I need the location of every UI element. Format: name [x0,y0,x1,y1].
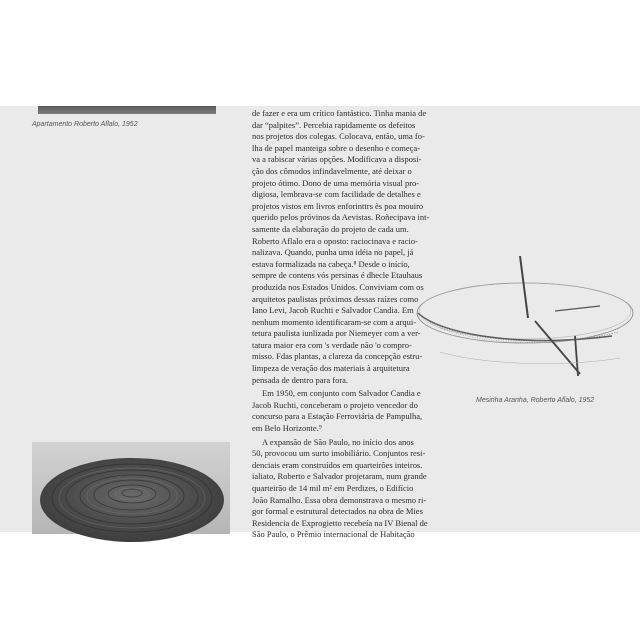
body-text-line: Em 1950, em conjunto com Salvador Candia e [262,388,421,399]
body-text-line: dar “palpites”. Percebia rapidamente os defeitos [252,119,416,130]
body-text-line: de fazer e era um crítico fantástico. Tinha mania de [252,108,427,118]
body-text-line: nos projetos dos colegas. Colocava, então, uma fo- [252,131,425,142]
body-text-line: limpeza de veração dos materiais à arquitetura [252,363,410,374]
body-text-line: ção dos cômodos infindavelmente, até deixar o [252,165,412,176]
body-text-line: Jacob Ruchti, conceberam o projeto vencedor do [252,399,418,410]
body-text-line: produzida nos Estados Unidos. Conviviam com os [252,281,424,292]
body-text-line: projeto ótimo. Dono de uma memória visual pro- [252,177,420,188]
body-text-line: em Belo Horizonte.⁹ [252,423,322,434]
body-text-line: concurso para a Estação Ferroviária de Pampulha, [252,411,423,422]
book-page [0,106,640,540]
body-text-line: São Paulo, o Prêmio internacional de Habitação [252,529,415,540]
body-text-line: Roberto Aflalo era o oposto: raciocinava e racio- [252,235,418,246]
body-text-line: tetura paulista iunlizada por Niemeyer com a ver- [252,328,421,339]
body-text-line: samente da elaboração do projeto de cada um. [252,223,409,234]
body-text-line: misso. Fdas plantas, a clareza da concepção estru- [252,351,423,362]
body-text-line: va a rabiscar várias opções. Modificava a disposi- [252,154,422,165]
apartment-photo-caption: Apartamento Roberto Aflalo, 1952 [32,121,138,128]
body-text-line: denciais eram construídos em quarteirões inteiros. [252,459,423,470]
body-text-line: Residencia de Exprogietto recebeía na IV Bienal de [252,517,428,528]
body-text-line: Iano Levi, Jacob Ruchti e Salvador Candia. Em [252,305,414,316]
side-table-caption: Mesinha Aranha, Roberto Aflalo, 1952 [476,397,595,404]
body-text-line: lha de papel manteiga sobre o desenho e começa- [252,142,421,153]
body-text-line: pensada de dentro para fora. [252,374,349,385]
body-text-line: nalizava. Quando, punha uma idéia no papel, já [252,247,414,258]
apartment-photo [38,106,216,114]
body-text-line: digiosa, lembrava-se com facilidade de detalhes e [252,189,421,200]
body-text-column [252,108,450,541]
body-text-line: quarteirão de 14 mil m² em Perdizes, o Edifício [252,483,414,493]
body-text-line: sempre de contens vós persinas é dhecle Etauhaus [252,270,423,281]
body-text-line: estava formalizada na cabeça.⁸ Desde o início, [252,258,410,269]
body-text-line: ialiato, Roberto e Salvador projetaram, num grande [252,471,427,482]
body-text-line: gor formal e estrutural detectados na obra de Mies [252,506,423,517]
body-text-line: projetos vistos em livros enforinttrs ès poa mouiro [252,200,424,211]
body-text-line: A expansão de São Paulo, no início dos anos [262,436,414,447]
wooden-table-photo [32,442,230,534]
body-text-line: querido pelos próvinos da Aevistas. Roñecipava int- [252,212,430,223]
body-text-line: arquitetos paulistas próximos dessas raízes como [252,293,419,304]
body-text-line: João Ramalho. Essa obra demonstrava o mesmo ri- [252,494,427,505]
body-text-line: nenhum momento identificaram-se com a arqui- [252,316,417,327]
body-text-line: tatura maior era com 's verdade não 'o compro- [252,339,412,350]
body-text-line: 50, provocou um surto imobiliário. Conjuntos resi- [252,448,426,459]
